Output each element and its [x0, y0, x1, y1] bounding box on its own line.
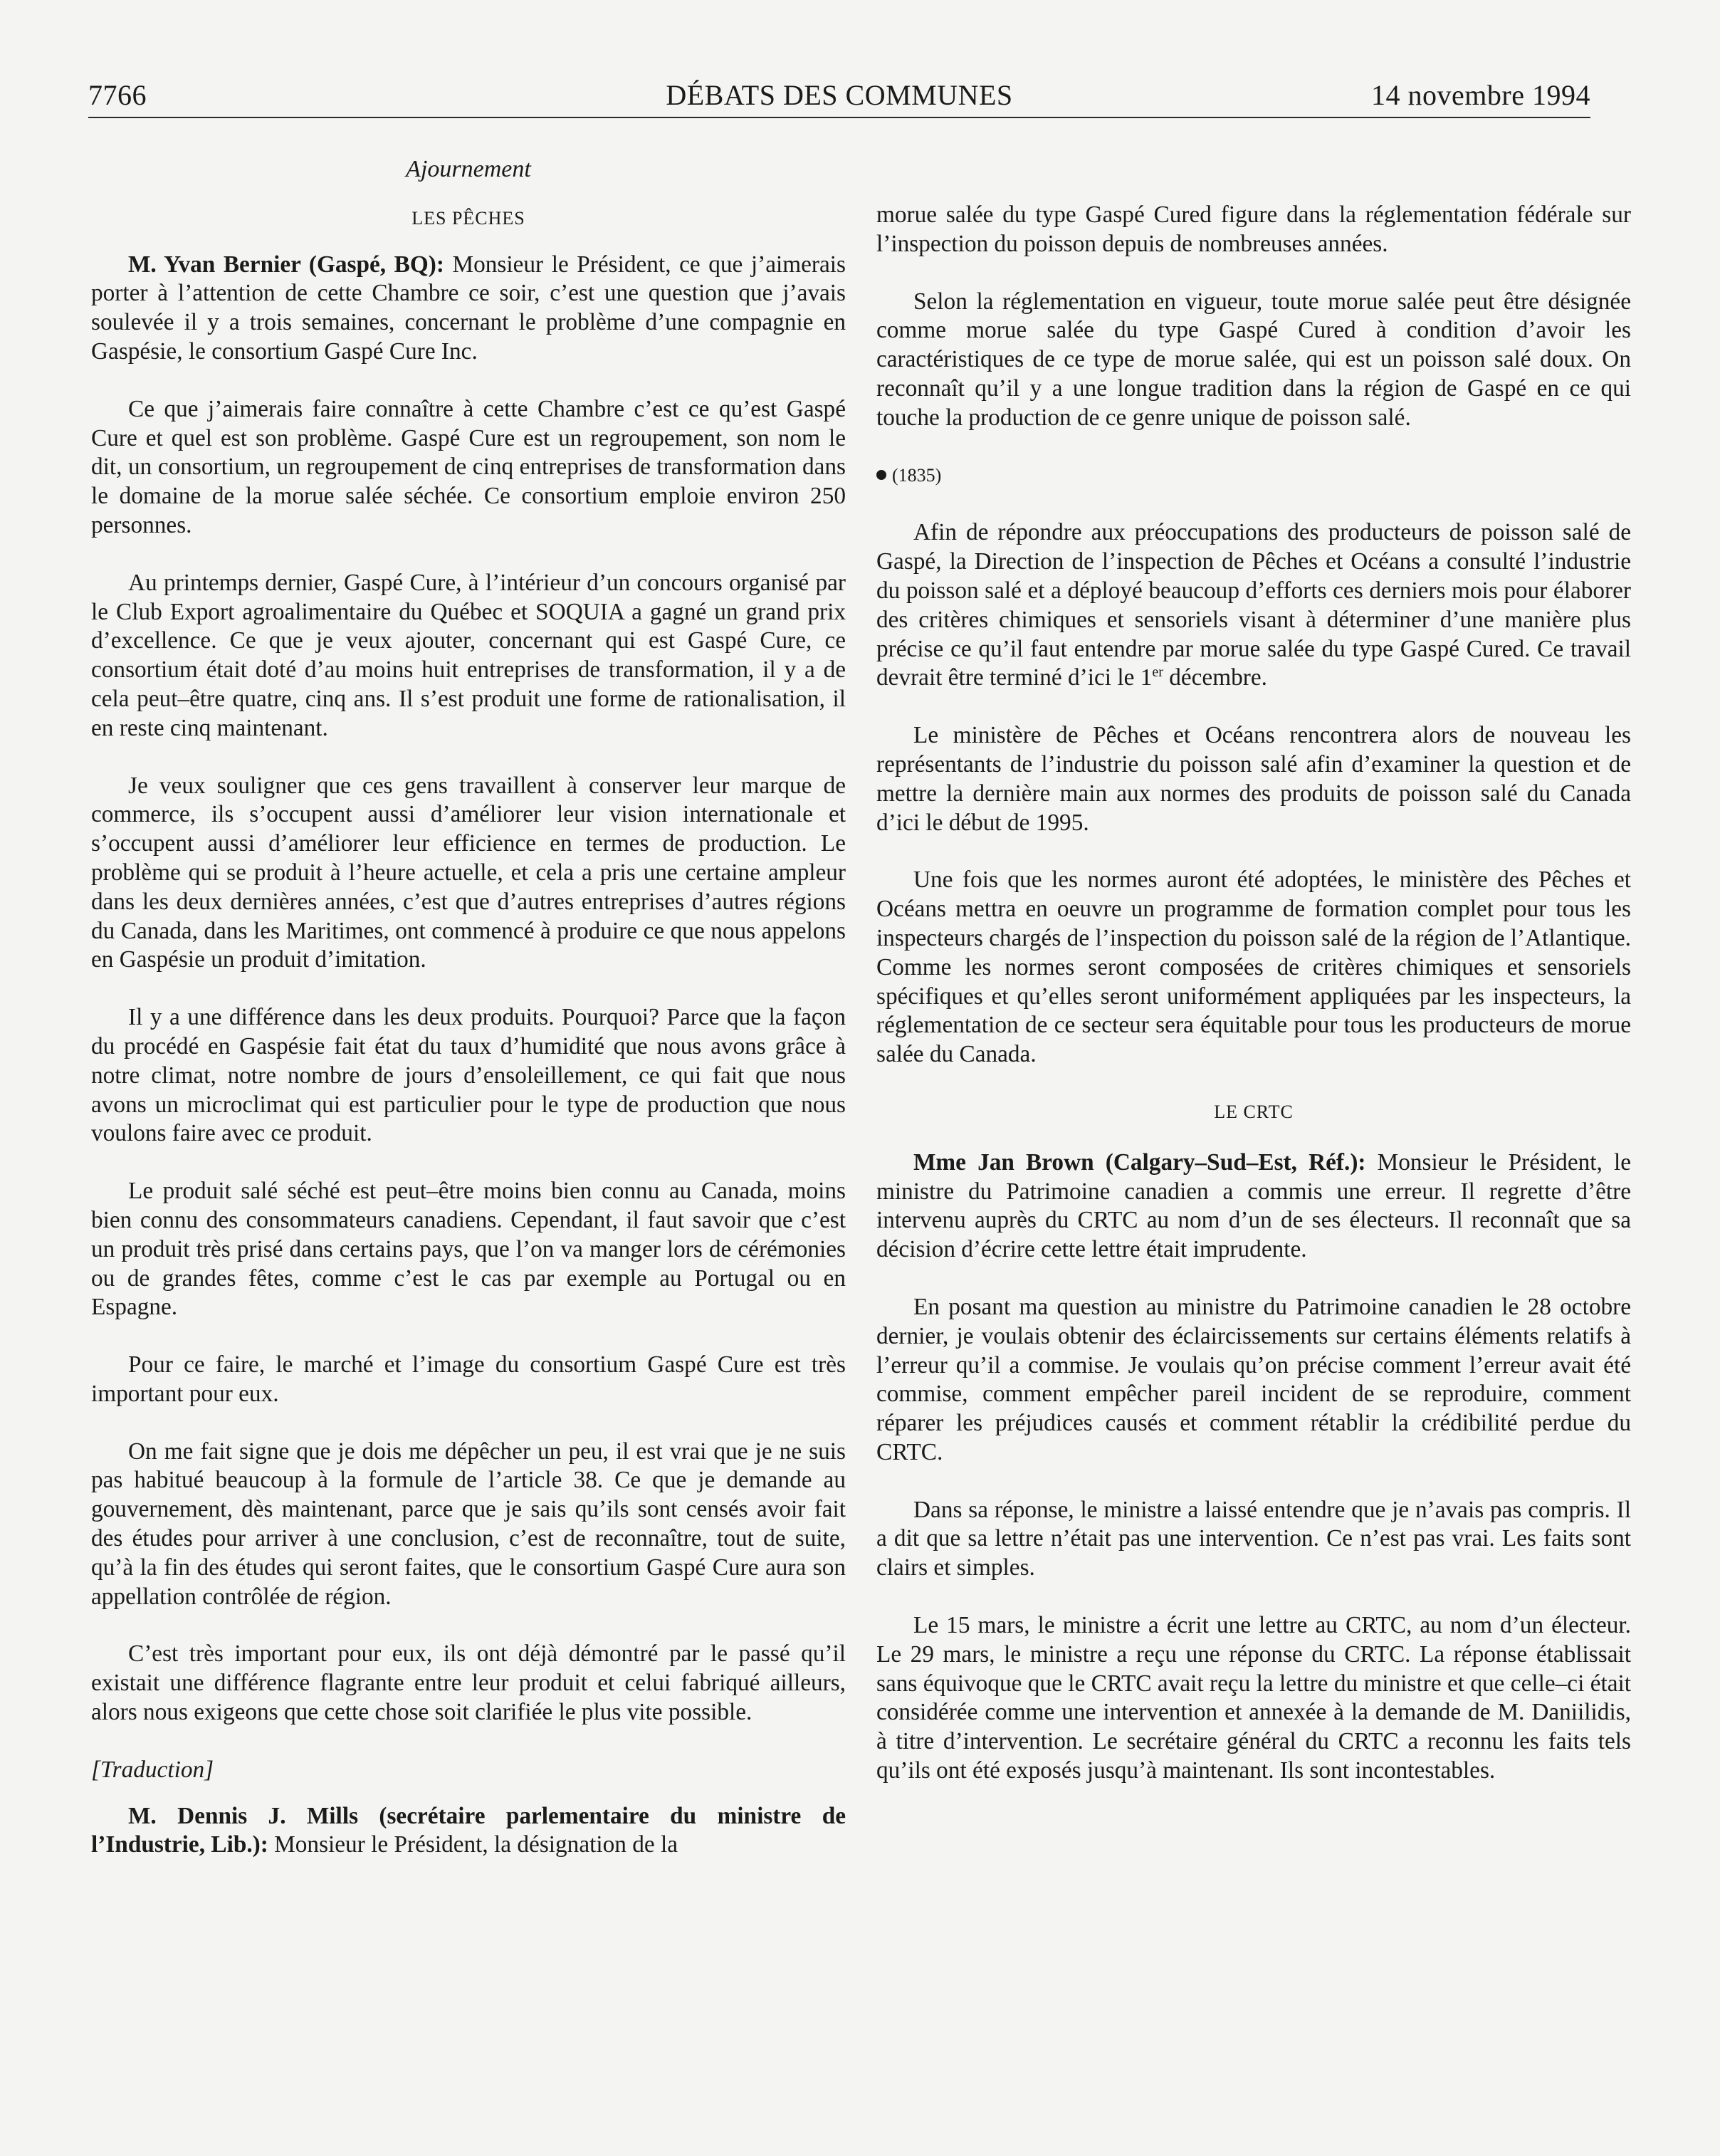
- section-title: Ajournement: [406, 156, 531, 182]
- speech-text: Monsieur le Président, ce que j’aimerais porter à l’attention de cette Chambre ce soir, c’est une question que j’avais soulevée il y a trois semaines, concernant le problème d’une compagnie en Gaspésie, le consortium Gaspé Cure Inc.: [91, 251, 846, 365]
- paragraph: Le ministère de Pêches et Océans rencontrera alors de nouveau les représentants de l’industrie du poisson salé afin d’examiner la question et de mettre la dernière main aux normes des produits de poisson salé du Canada d’ici le début de 1995.: [876, 722, 1631, 836]
- paragraph: On me fait signe que je dois me dépêcher un peu, il est vrai que je ne suis pas habitué beaucoup à la formule de l’article 38. Ce que je demande au gouvernement, dès maintenant, parce que je sais qu’ils sont censés avoir fait des études pour arriver à une conclusion, c’est de reconnaître, tout de suite, qu’à la fin des études qui seront faites, que le consortium Gaspé Cure aura son appellation contrôlée de région.: [91, 1438, 846, 1610]
- bullet-icon: [876, 470, 886, 480]
- paragraph-text: Afin de répondre aux préoccupations des producteurs de poisson salé de Gaspé, la Direction de l’inspection de Pêches et Océans a consulté l’industrie du poisson salé et a déployé beaucoup d’efforts ces derniers mois pour élaborer des critères chimiques et sensoriels visant à déterminer d’une manière plus précise ce qu’il faut entendre par morue salée du type Gaspé Cured. Ce travail devrait être terminé d’ici le 1: [876, 519, 1631, 691]
- paragraph: [91, 1802, 846, 1861]
- paragraph: C’est très important pour eux, ils ont déjà démontré par le passé qu’il existait une différence flagrante entre leur produit et celui fabriqué ailleurs, alors nous exigeons que cette chose soit clarifiée le plus vite possible.: [91, 1640, 846, 1726]
- paragraph: Selon la réglementation en vigueur, toute morue salée peut être désignée comme morue salée du type Gaspé Cured à condition d’avoir les caractéristiques de ce type de morue salée, qui est un poisson salé doux. On reconnaît qu’il y a une longue tradition dans la région de Gaspé en ce qui touche la production de ce genre unique de poisson salé.: [876, 288, 1631, 431]
- paragraph: [876, 518, 1631, 693]
- paragraph: morue salée du type Gaspé Cured figure dans la réglementation fédérale sur l’inspection du poisson depuis de nombreuses années.: [876, 202, 1631, 257]
- time-marker: [876, 461, 1631, 491]
- paragraph: Dans sa réponse, le ministre a laissé entendre que je n’avais pas compris. Il a dit que sa lettre n’était pas une intervention. Ce n’est pas vrai. Les faits sont clairs et simples.: [876, 1496, 1631, 1581]
- speech-text: Monsieur le Président, le ministre du Patrimoine canadien a commis une erreur. Il regrette d’être intervenu auprès du CRTC au nom d’un de ses électeurs. Il reconnaît que sa décision d’écrire cette lettre était imprudente.: [876, 1148, 1631, 1263]
- paragraph: Il y a une différence dans les deux produits. Pourquoi? Parce que la façon du procédé en Gaspésie fait état du taux d’humidité que nous avons grâce à notre climat, notre nombre de jours d’ensoleillement, ce qui fait que nous avons un microclimat qui est particulier pour le type de production que nous voulons faire avec ce produit.: [91, 1004, 846, 1147]
- paragraph: Le 15 mars, le ministre a écrit une lettre au CRTC, au nom d’un électeur. Le 29 mars, le ministre a reçu une réponse du CRTC. La réponse établissait sans équivoque que le CRTC avait reçu la lettre du ministre et que celle–ci était considérée comme une intervention et annexée à la demande de M. Daniilidis, à titre d’intervention. Le secrétaire général du CRTC a reconnu les faits tels qu’ils ont été exposés jusqu’à maintenant. Ils sont incontestables.: [876, 1612, 1631, 1784]
- paragraph-text: décembre.: [1163, 664, 1267, 691]
- time-marker-text: (1835): [892, 464, 942, 486]
- page-header: [88, 74, 1590, 118]
- paragraph: Pour ce faire, le marché et l’image du consortium Gaspé Cure est très important pour eux.: [91, 1351, 846, 1407]
- paragraph: Une fois que les normes auront été adoptées, le ministère des Pêches et Océans mettra en oeuvre un programme de formation complet pour tous les inspecteurs chargés de l’inspection du poisson salé de la région de l’Atlantique. Comme les normes seront composées de critères chimiques et sensoriels spécifiques et qu’elles seront uniformément appliquées par les inspecteurs, la réglementation de ce secteur sera équitable pour tous les producteurs de morue salée du Canada.: [876, 867, 1631, 1068]
- speaker-name: M. Yvan Bernier (Gaspé, BQ):: [128, 251, 444, 278]
- page-number: 7766: [88, 79, 147, 111]
- paragraph: [876, 1148, 1631, 1265]
- superscript: er: [1152, 664, 1163, 681]
- topic-heading: LES PÊCHES: [411, 207, 525, 229]
- paragraph: Ce que j’aimerais faire connaître à cette Chambre c’est ce qu’est Gaspé Cure et quel est son problème. Gaspé Cure est un regroupement, son nom le dit, un consortium, un regroupement de cinq entreprises de transformation dans le domaine de la morue salée séchée. Ce consortium emploie environ 250 personnes.: [91, 395, 846, 538]
- paragraph: [91, 251, 846, 367]
- topic-heading: LE CRTC: [1214, 1101, 1294, 1122]
- speaker-name: Mme Jan Brown (Calgary–Sud–Est, Réf.):: [913, 1148, 1366, 1176]
- translation-note: [Traduction]: [91, 1756, 214, 1783]
- speech-text: Monsieur le Président, la désignation de la: [268, 1831, 678, 1858]
- paragraph: Le produit salé séché est peut–être moins bien connu au Canada, moins bien connu des consommateurs canadiens. Cependant, il faut savoir que c’est un produit très prisé dans certains pays, que l’on va manger lors de cérémonies ou de grandes fêtes, comme c’est le cas par exemple au Portugal ou en Espagne.: [91, 1178, 846, 1321]
- paragraph: Au printemps dernier, Gaspé Cure, à l’intérieur d’un concours organisé par le Club Export agroalimentaire du Québec et SOQUIA a gagné un grand prix d’excellence. Ce que je veux ajouter, concernant qui est Gaspé Cure, ce consortium était doté d’au moins huit entreprises de transformation, il y a de cela peut–être quatre, cinq ans. Il s’est produit une forme de rationalisation, il en reste cinq maintenant.: [91, 569, 846, 741]
- journal-title: DÉBATS DES COMMUNES: [666, 79, 1013, 111]
- issue-date: 14 novembre 1994: [1371, 79, 1590, 111]
- left-column: [91, 155, 846, 1860]
- paragraph: En posant ma question au ministre du Patrimoine canadien le 28 octobre dernier, je voulais obtenir des éclaircissements sur certains éléments relatifs à l’erreur qu’il a commise. Je voulais qu’on précise comment l’erreur avait été commise, comment empêcher pareil incident de se reproduire, comment réparer les préjudices causés et comment rétablir la crédibilité perdue du CRTC.: [876, 1293, 1631, 1465]
- right-column: [876, 201, 1631, 1786]
- speaker-name: M. Dennis J. Mills (secrétaire parlementaire du ministre de l’Industrie, Lib.):: [91, 1802, 846, 1858]
- paragraph: Je veux souligner que ces gens travaillent à conserver leur marque de commerce, ils s’occupent aussi d’améliorer leur vision internationale et s’occupent aussi d’améliorer leur efficience en termes de production. Le problème qui se produit à l’heure actuelle, et cela a pris une certaine ampleur dans les deux dernières années, c’est que d’autres entreprises d’autres régions du Canada, dans les Maritimes, ont commencé à produire ce que nous appelons en Gaspésie un produit d’imitation.: [91, 772, 846, 973]
